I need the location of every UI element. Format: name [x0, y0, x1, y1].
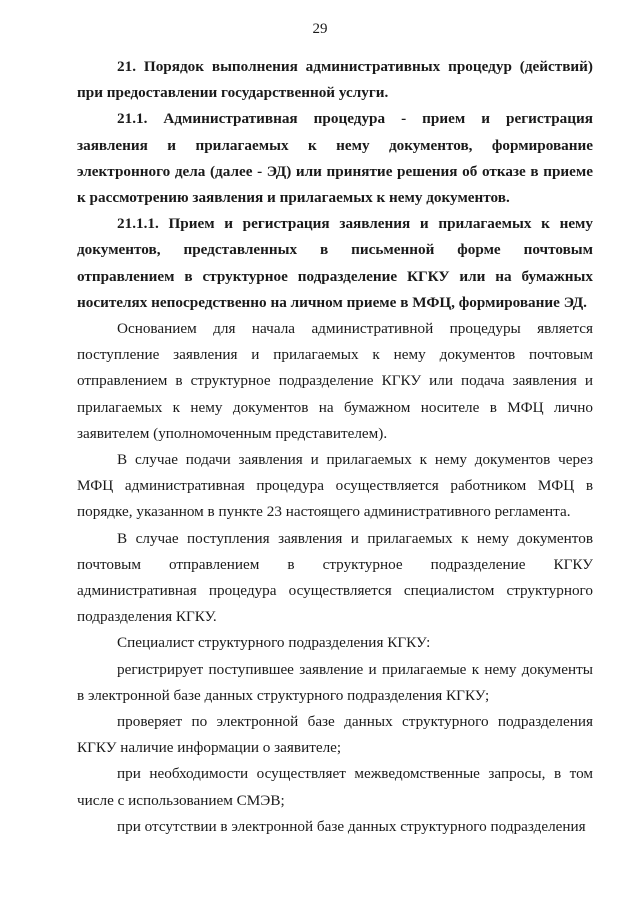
list-item-requests: при необходимости осуществляет межведомственные запросы, в том числе с использованием СМЭВ;: [77, 765, 593, 809]
paragraph-specialist-intro: Специалист структурного подразделения КГКУ:: [117, 634, 431, 652]
list-item-check: проверяет по электронной базе данных структурного подразделения КГКУ наличие информации о заявителе;: [77, 713, 593, 757]
paragraph-mail-case: В случае поступления заявления и прилагаемых к нему документов почтовым отправлением в структурное подразделение КГКУ административная процедура осуществляется специалистом структурного подразделения КГКУ.: [77, 529, 593, 626]
section-heading-21-1: 21.1. Административная процедура - прием и регистрация заявления и прилагаемых к нему документов, формирование электронного дела (далее - ЭД) или принятие решения об отказе в приеме к рассмотрению заявления и прилагаемых к нему документов.: [77, 110, 593, 207]
document-body: [77, 54, 593, 840]
paragraph-mfc-case: В случае подачи заявления и прилагаемых к нему документов через МФЦ административная процедура осуществляется работником МФЦ в порядке, указанном в пункте 23 настоящего административного регламента.: [77, 451, 593, 521]
list-item-absent: при отсутствии в электронной базе данных структурного подразделения: [117, 817, 586, 835]
section-heading-21-1-1: 21.1.1. Прием и регистрация заявления и прилагаемых к нему документов, представленных в письменной форме почтовым отправлением в структурное подразделение КГКУ или на бумажных носителях непосредственно на личном приеме в МФЦ, формирование ЭД.: [77, 215, 593, 311]
section-heading-21: 21. Порядок выполнения административных процедур (действий) при предоставлении государственной услуги.: [77, 58, 593, 102]
paragraph-basis: Основанием для начала административной процедуры является поступление заявления и прилагаемых к нему документов почтовым отправлением в структурное подразделение КГКУ или подача заявления и прилагаемых к нему документов на бумажном носителе в МФЦ лично заявителем (уполномоченным представителем).: [77, 320, 593, 442]
list-item-register: регистрирует поступившее заявление и прилагаемые к нему документы в электронной базе данных структурного подразделения КГКУ;: [77, 660, 593, 704]
page-number: 29: [312, 21, 328, 37]
